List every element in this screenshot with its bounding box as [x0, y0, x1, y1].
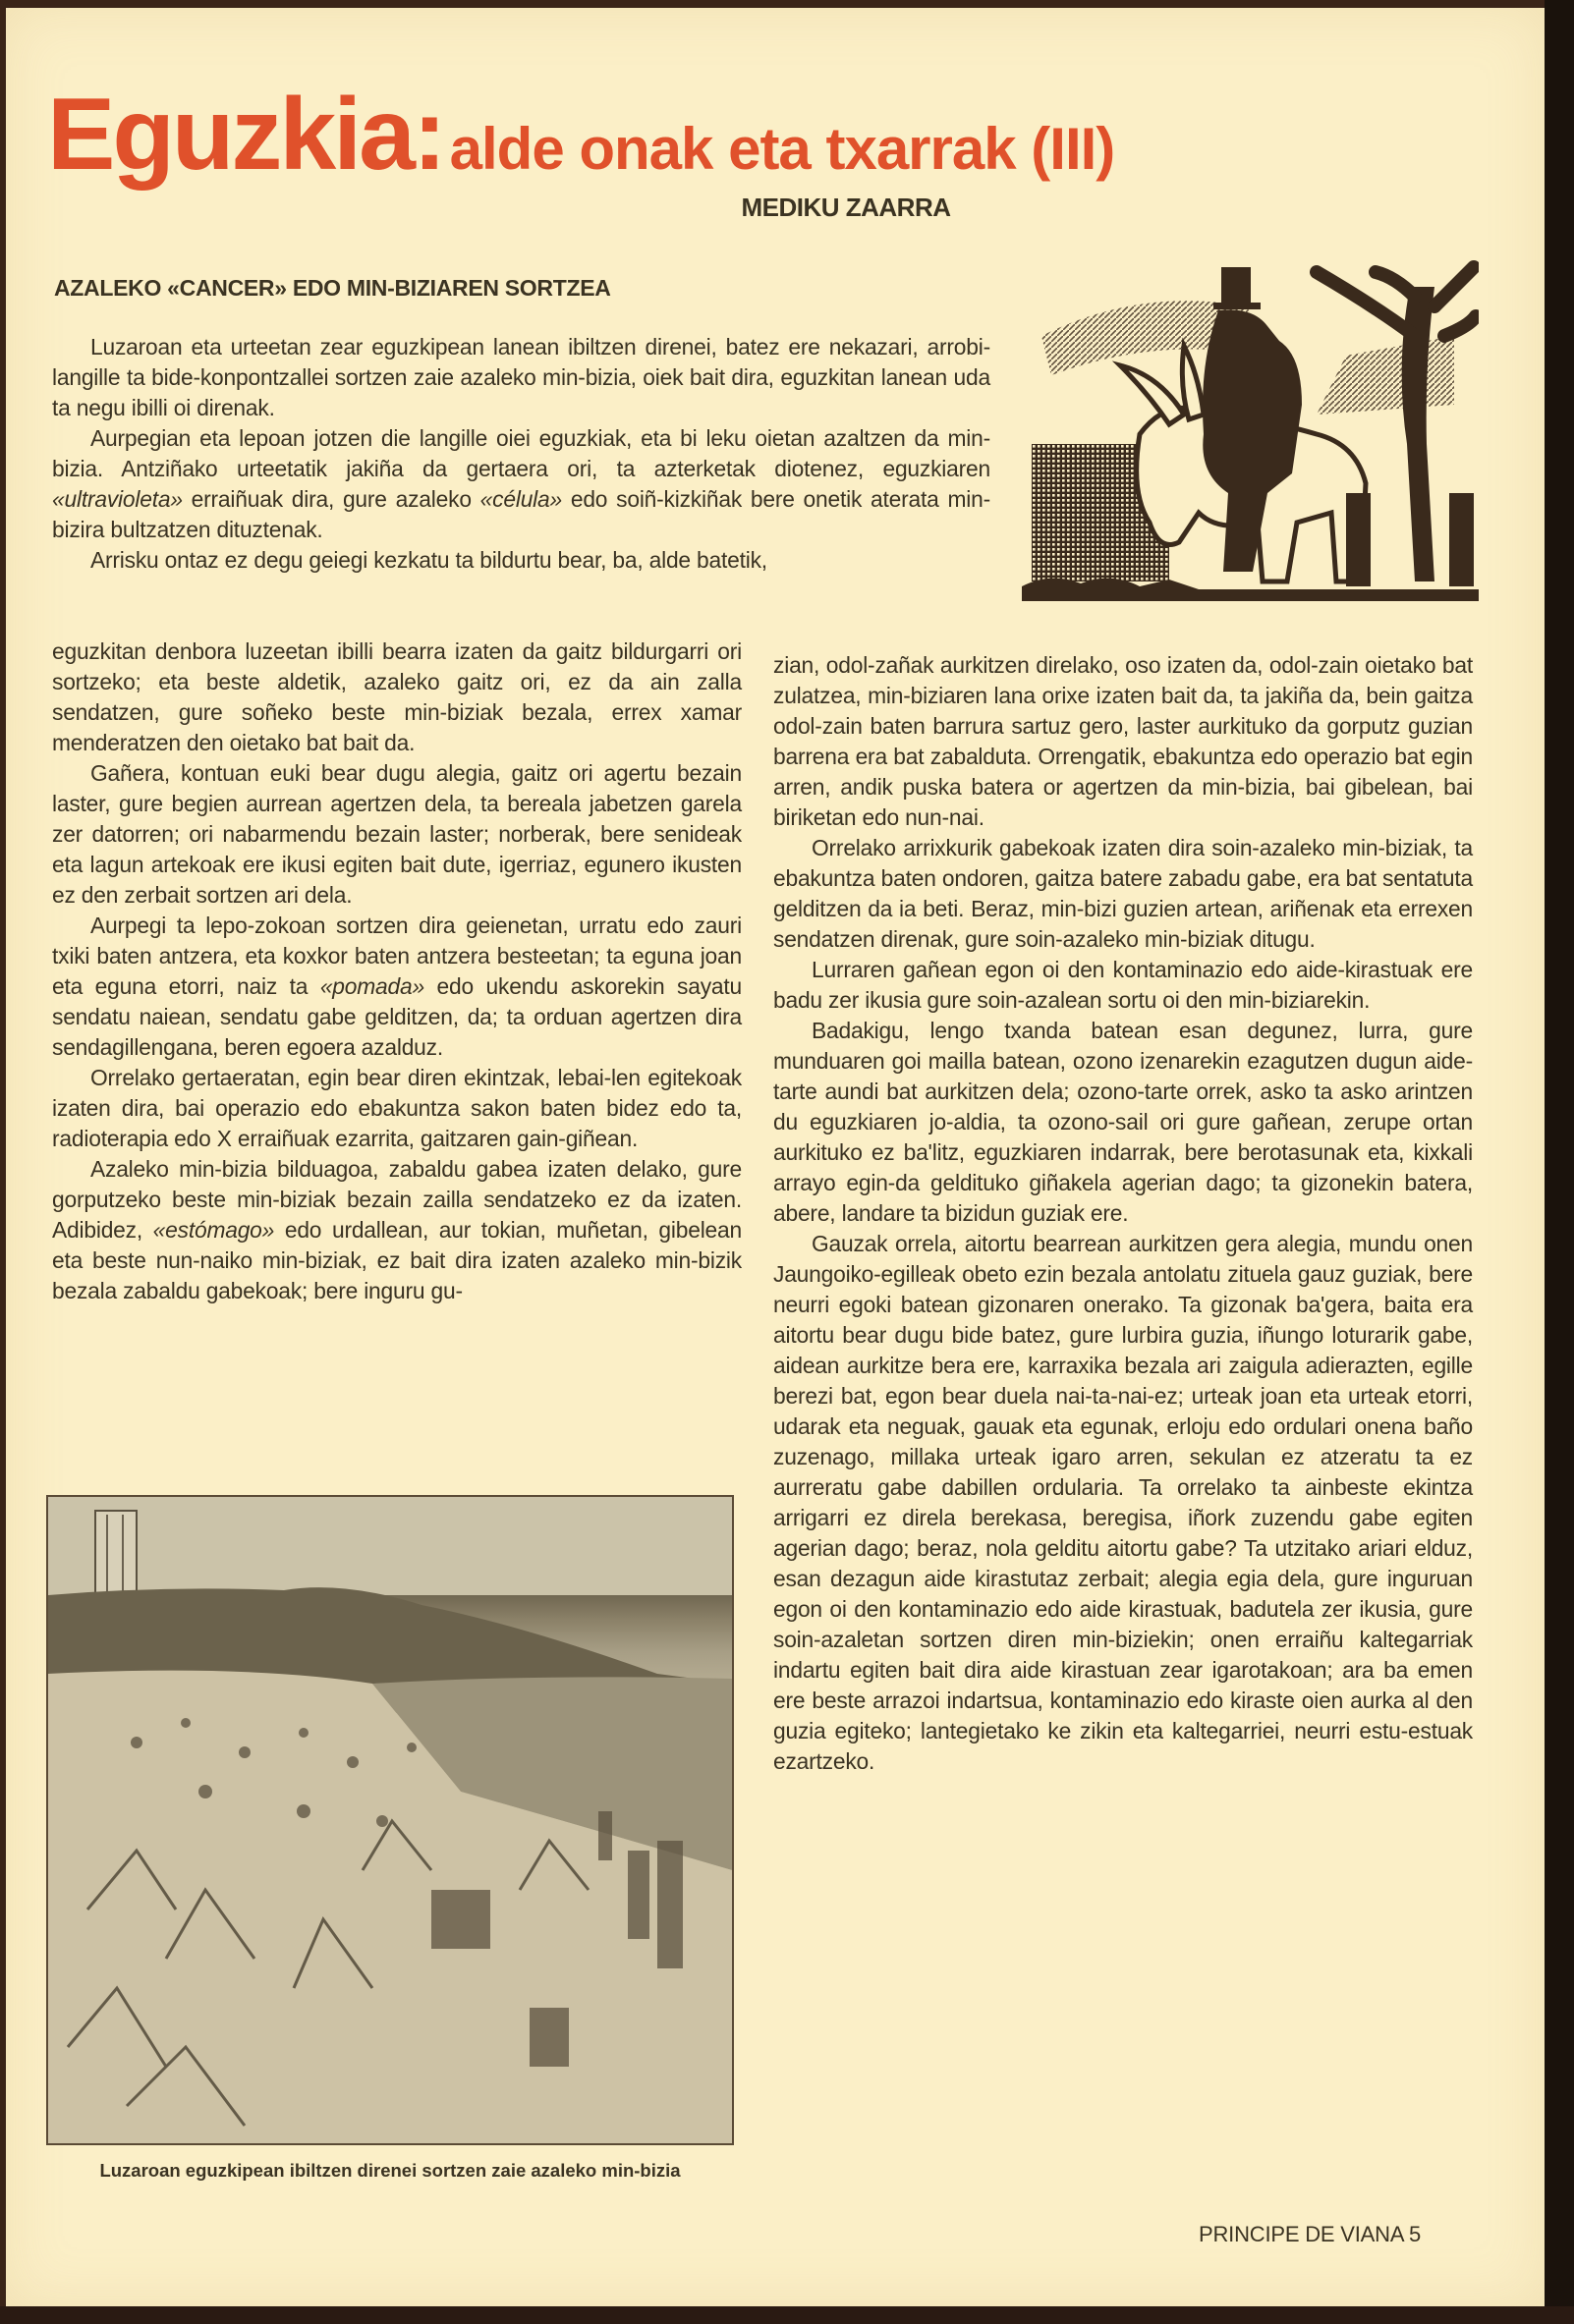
paragraph: Azaleko min-bizia bilduagoa, zabaldu gabea izaten delako, gure gorputzeko beste min-biziak bezain zailla sendatzeko ez da izaten. Adibidez, «estómago» edo urdallean, aur tokian, muñetan, gibelean eta beste nun-naiko min-biziak, ez bait dira izaten azaleko min-bizik bezala zabaldu gabekoak; bere inguru gu-: [52, 1156, 742, 1303]
right-column: [773, 650, 1473, 1777]
title-subtitle: alde onak eta txarrak (III): [449, 116, 1115, 182]
author-byline: MEDIKU ZAARRA: [741, 193, 951, 222]
page-footer: [1199, 2222, 1421, 2247]
scan-edge-bottom: [0, 2306, 1574, 2324]
section-heading: AZALEKO «CANCER» EDO MIN-BIZIAREN SORTZEA: [54, 275, 611, 301]
beach-photo: [46, 1495, 734, 2145]
paragraph: Arrisku ontaz ez degu geiegi kezkatu ta bildurtu bear, ba, alde batetik,: [90, 547, 767, 573]
scan-edge-right: [1545, 0, 1574, 2324]
beach-scene-icon: [48, 1497, 732, 2143]
paragraph: Aurpegian eta lepoan jotzen die langille oiei eguzkiak, eta bi leku oietan azaltzen da min-bizia. Antziñako urteetatik jakiña da gertaera ori, ta azterketak diotenez, eguzkiaren «ultravioleta» erraiñuak dira, gure azaleko «célula» edo soiñ-kizkiñak bere onetik aterata min-bizira bultzatzen dituztenak.: [52, 425, 990, 542]
paragraph: Gauzak orrela, aitortu bearrean aurkitzen gera alegia, mundu onen Jaungoiko-egilleak obeto ezin bezala antolatu zituela gauz guziak, bere neurri egoki batean gizonaren onerako. Ta gizonak ba'gera, baita era aitortu bear dugu bide batez, gure lurbira guzia, iñungo loturarik gabe, aidean aurkitze bera ere, karraxika bezala ari zaigula adierazten, egille berezi bat, egon bear duela nai-ta-nai-ez; urteak joan eta urteak etorri, udarak eta neguak, gauak eta egunak, erloju edo ordulari onena baño zuzenago, millaka urteak igaro arren, sekulan ez atzeratu ta ez aurreratu gabe dabillen ordularia. Ta orrelako ta ainbeste ekintza arrigarri ez direla berekasa, beregisa, iñork zuzendu gabe egiten agerian dago; beraz, nola gelditu aitortu gabe? Ta utzitako ariari elduz, esan dezagun aide kirastutaz zerbait; alegia egia dela, gure inguruan egon oi den kontaminazio edo aide kirastuak, badutela zer ikusia, gure soin-azaletan sortzen diren min-biziekin; onen erraiñu kaltegarriak indartu egiten bait dira aide kirastuan zear igarotakoan; ara ba emen ere beste arrazoi indartsua, kontaminazio edo kiraste oien aurka al den guzia egiteko; lantegietako ke zikin eta kaltegarriei, neurri estu-estuak ezartzeko.: [773, 1231, 1473, 1774]
paragraph: Orrelako arrixkurik gabekoak izaten dira soin-azaleko min-biziak, ta ebakuntza baten ondoren, gaitza batere zabadu gabe, era bat sentatuta gelditzen da ia beti. Beraz, min-bizi guzien artean, ariñenak eta errexen sendatzen direnak, gure soin-azaleko min-biziak ditugu.: [773, 835, 1473, 952]
paragraph: Luzaroan eta urteetan zear eguzkipean lanean ibiltzen direnei, batez ere nekazari, arrobi-langille ta bide-konpontzallei sortzen zaie azaleko min-bizia, oiek bait dira, eguzkitan lanean uda ta negu ibilli oi direnak.: [52, 334, 990, 420]
paragraph: Gañera, kontuan euki bear dugu alegia, gaitz ori agertu bezain laster, gure begien aurrean agertzen dela, ta bereala jabetzen garela zer datorren; ori nabarmendu bezain laster; norberak, bere senideak eta lagun artekoak ere ikusi egiten bait dute, igerriaz, egunero ikusten ez den zerbait sortzen ari dela.: [52, 760, 742, 908]
intro-text-block: [52, 332, 990, 576]
paragraph: Orrelako gertaeratan, egin bear diren ekintzak, lebai-len egitekoak izaten dira, bai operazio edo ebakuntza sakon baten bidez edo ta, radioterapia edo X erraiñuak ezarrita, gaitzaren gain-giñean.: [52, 1065, 742, 1151]
paragraph: Badakigu, lengo txanda batean esan degunez, lurra, gure munduaren goi mailla batean, ozono izenarekin ezagutzen dugun aide-tarte aundi bat aurkitzen dela; ozono-tarte orrek, asko ta asko arintzen du eguzkiaren jo-aldia, ta ozono-sail ori gure gañean, zerupe ortan aurkituko ez ba'litz, eguzkiaren indarrak, bere berotasunak eta, kixkali arrayo egin-da geldituko giñakela agerian dago; ta gizonekin batera, abere, landare ta bizidun guziak ere.: [773, 1018, 1473, 1226]
rider-on-donkey-icon: [1022, 248, 1479, 601]
publication-name: PRINCIPE DE VIANA: [1199, 2222, 1404, 2246]
photo-caption: Luzaroan eguzkipean ibiltzen direnei sortzen zaie azaleko min-bizia: [99, 2160, 681, 2181]
title-main: Eguzkia:: [47, 78, 444, 192]
article-title: [47, 77, 1114, 194]
paragraph: Lurraren gañean egon oi den kontaminazio edo aide-kirastuak ere badu zer ikusia gure soin-azalean sortu oi den min-biziarekin.: [773, 957, 1473, 1013]
paragraph: Aurpegi ta lepo-zokoan sortzen dira geienetan, urratu edo zauri txiki baten antzera, eta koxkor baten antzera besteetan; ta eguna joan eta eguna etorri, naiz ta «pomada» edo ukendu askorekin sayatu sendatu naiean, sendatu gabe gelditzen, da; ta orduan agertzen dira sendagillengana, beren egoera azalduz.: [52, 913, 742, 1060]
paragraph: eguzkitan denbora luzeetan ibilli bearra izaten da gaitz bildurgarri ori sortzeko; eta beste aldetik, azaleko gaitz ori, ez da ain zalla sendatzen, gure soñeko beste min-biziak bezala, errex xamar menderatzen den oietako bat bait da.: [52, 638, 742, 755]
paragraph: zian, odol-zañak aurkitzen direlako, oso izaten da, odol-zain oietako bat zulatzea, min-biziaren lana orixe izaten bait da, ta jakiña da, bein gaitza odol-zain baten barrura sartuz gero, laster aurkituko da gorputz guzian barrena era bat zabalduta. Orrengatik, ebakuntza edo operazio bat egin arren, andik puska batera or agertzen da min-bizia, bai gibelean, bai biriketan edo nun-nai.: [773, 652, 1473, 830]
page-number: 5: [1409, 2222, 1422, 2246]
woodcut-illustration: [1022, 248, 1479, 601]
left-column: [52, 636, 742, 1306]
